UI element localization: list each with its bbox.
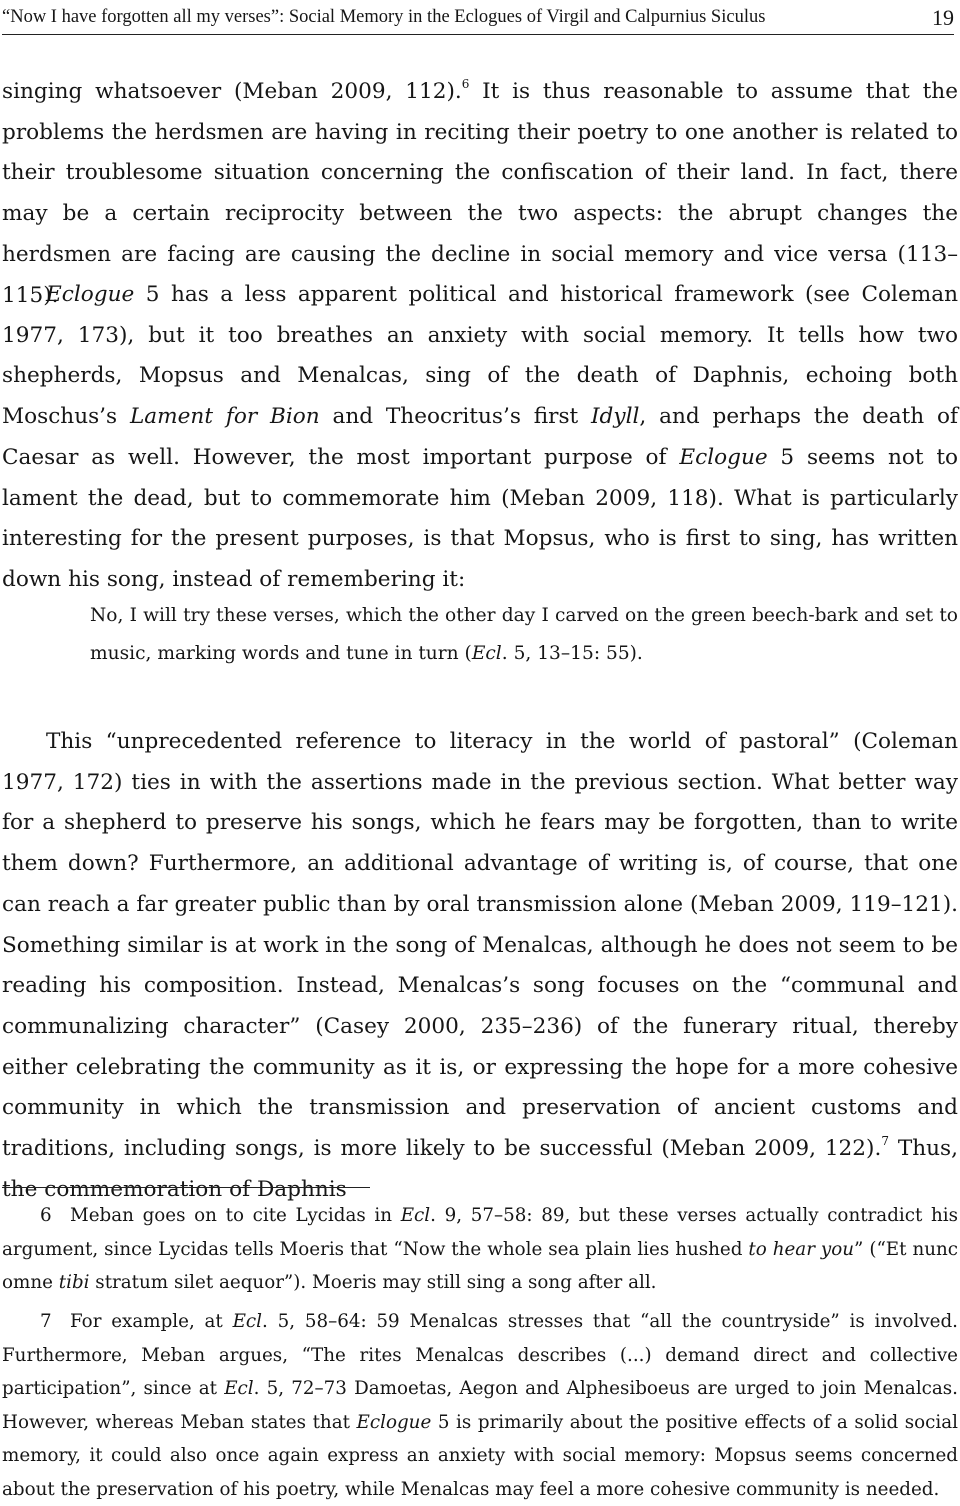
footnote-separator [2,1187,370,1188]
fn7-text-3: . 5, 72–73 Damoetas, Aegon and Alphesiboeus are urged to join Menalcas. However, whereas Meban states that [2,1378,958,1433]
paragraph-3 [2,722,958,1210]
fn7-text-2: . 5, 58–64: 59 Menalcas stresses that “all the countryside” is involved. Furthermore, Meban argues, “The rites Menalcas describes (...) demand direct and collective participation”, since at [2,1311,958,1399]
footnote-ref-6[interactable]: 6 [461,76,470,91]
para3-text-a: This “unprecedented reference to literacy in the world of pastoral” (Coleman 1977, 172) ties in with the assertions made in the previous section. What better way for a shepherd to preserve his songs, which he fears may be forgotten, than to write them down? Furthermore, an additional advantage of writing is, of course, that one can reach a far greater public than by oral transmission alone (Meban 2009, 119–121). Something similar is at work in the song of Menalcas, although he does not seem to be reading his composition. Instead, Menalcas’s song focuses on the “communal and communalizing character” (Casey 2000, 235–236) of the funerary ritual, thereby either celebrating the community as it is, or expressing the hope for a more cohesive community in which the transmission and preservation of ancient customs and traditions, including songs, is more likely to be successful (Meban 2009, 122). [2,729,958,1162]
fn7-ital-1: Ecl [232,1311,262,1332]
footnote-7 [2,1305,958,1506]
para2-text-1: 5 has a less apparent political and historical framework (see Coleman 1977, 173), but it too breathes an anxiety with social memory. It tells how two shepherds, Mopsus and Menalcas, sing of the death of Daphnis, echoing both Moschus’s [2,282,958,430]
fn6-ital-2: to hear you [748,1238,855,1260]
fn7-text-4: 5 is primarily about the positive effects of a solid social memory, it could also once again express an anxiety with social memory: Mopsus seems concerned about the preservation of his poetry, while Menalcas may feel a more cohesive community is needed. [2,1411,958,1500]
fn6-text-1: Meban goes on to cite Lycidas in [70,1205,401,1226]
block-quote [90,597,958,673]
para2-ital-2: Lament for Bion [129,404,320,430]
para2-ital-1: Eclogue [46,282,135,307]
fn7-text-1: For example, at [70,1311,233,1332]
fn6-ital-1: Ecl [400,1205,431,1226]
quote-ital-1: Ecl [471,643,502,664]
fn6-ital-3: tibi [58,1272,90,1293]
footnote-6-number: 6 [40,1205,52,1226]
quote-text-1: No, I will try these verses, which the other day I carved on the green beech-bark and set to music, marking words and tune in turn ( [90,605,958,664]
paragraph-2 [2,275,958,601]
quote-text-2: . 5, 13–15: 55). [501,643,643,664]
fn7-ital-3: Eclogue [356,1411,432,1433]
fn7-ital-2: Ecl [224,1378,254,1399]
para2-text-3: , and perhaps the death of Caesar as well. However, the most important purpose of [2,404,958,470]
fn6-text-2: . 9, 57–58: 89, but these verses actually contradict his argument, since Lycidas tells Moeris that “Now the whole sea plain lies hushed [2,1205,958,1260]
para2-text-2: and Theocritus’s first [319,404,592,430]
footnote-6 [2,1199,958,1300]
page-number: 19 [932,5,954,30]
running-title: “Now I have forgotten all my verses”: Social Memory in the Eclogues of Virgil and Calpurnius Siculus [2,7,766,27]
running-header [2,4,954,35]
para1-text-a: singing whatsoever (Meban 2009, 112). [2,79,462,104]
fn6-text-3: ” (“Et nunc omne [2,1238,959,1293]
footnote-7-number: 7 [40,1311,52,1332]
footnote-ref-7[interactable]: 7 [881,1133,889,1148]
para2-ital-4: Eclogue [679,444,768,470]
para1-text-b: It is thus reasonable to assume that the problems the herdsmen are having in reciting their poetry to one another is related to their troublesome situation concerning the confiscation of their land. In fact, there may be a certain reciprocity between the two aspects: the abrupt changes the herdsmen are facing are causing the decline in social memory and vice versa (113–115). [2,79,958,308]
para2-text-4: 5 seems not to lament the dead, but to commemorate him (Meban 2009, 118). What is particularly interesting for the present purposes, is that Mopsus, who is first to sing, has written down his song, instead of remembering it: [2,444,959,592]
fn6-text-4: stratum silet aequor”). Moeris may still sing a song after all. [89,1272,657,1293]
para2-ital-3: Idyll [591,404,640,430]
para3-text-b: Thus, the commemoration of Daphnis [2,1136,958,1202]
